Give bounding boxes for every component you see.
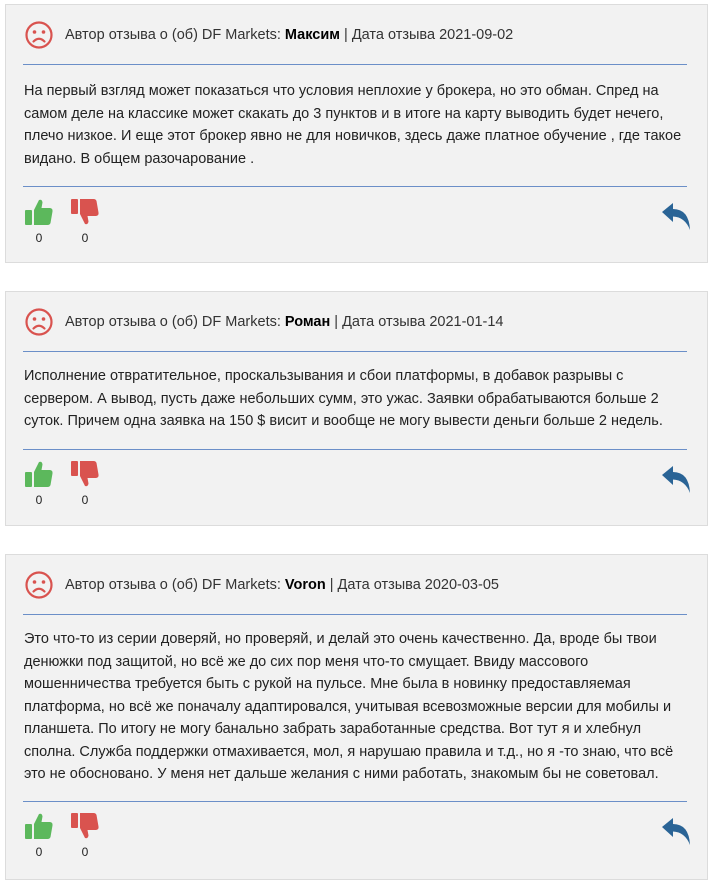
review-author[interactable]: Максим <box>284 26 341 43</box>
review-header <box>23 292 687 352</box>
reply-icon[interactable] <box>659 464 693 496</box>
review-text: На первый взгляд может показаться что условия неплохие у брокера, но это обман. Спред на самом деле на классике может скакать до 3 пунктов и в итоге на карту выводить будет нечего, плечо низкое. И еще этот брокер явно не для новичков, здесь даже платное обучение , где такое видано. В общем разочарование . <box>24 83 682 167</box>
divider <box>23 186 687 187</box>
review-header <box>23 555 687 615</box>
like-count: 0 <box>35 845 43 859</box>
review-card <box>5 291 708 526</box>
thumbs-down-icon[interactable] <box>69 197 101 227</box>
review-prefix: Автор отзыва о (об) DF Markets: <box>65 576 285 593</box>
review-author[interactable]: Voron <box>284 576 326 593</box>
dislike-button[interactable] <box>69 811 101 859</box>
like-button[interactable] <box>23 197 55 245</box>
review-date: | Дата отзыва 2021-01-14 <box>330 313 504 330</box>
like-button[interactable] <box>23 459 55 507</box>
review-prefix: Автор отзыва о (об) DF Markets: <box>65 313 285 330</box>
like-button[interactable] <box>23 811 55 859</box>
review-meta <box>65 27 513 43</box>
review-card <box>5 554 708 880</box>
review-date: | Дата отзыва 2020-03-05 <box>325 576 499 593</box>
dislike-count: 0 <box>81 493 89 507</box>
like-count: 0 <box>35 493 43 507</box>
thumbs-down-icon[interactable] <box>69 459 101 489</box>
review-prefix: Автор отзыва о (об) DF Markets: <box>65 26 285 43</box>
review-meta <box>65 577 499 593</box>
dislike-button[interactable] <box>69 459 101 507</box>
review-text: Исполнение отвратительное, проскальзывания и сбои платформы, в добавок разрывы с сервером. А вывод, пусть даже небольших сумм, это ужас. Заявки обрабатываются больше 2 суток. Причем одна заявка на 150 $ висит и вообще не могу вывести деньги больше 2 недель. <box>24 368 663 429</box>
sad-face-icon <box>25 21 53 49</box>
review-text: Это что-то из серии доверяй, но проверяй, и делай это очень качественно. Да, вроде бы твои денюжки под защитой, но всё же до сих пор меня что-то смущает. Ввиду массового мошенничества требуется быть с рукой на пульсе. Мне была в новинку предоставляемая платформа, но всё же поначалу адаптировался, учитывая всевозможные версии для мобилы и планшета. По итогу не могу банально забрать заработанные средства. Вот тут я и хлебнул сполна. Служба поддержки отмахивается, мол, я нарушаю правила и т.д., но я -то знаю, что всё это не обосновано. У меня нет дальше желания с ними работать, знакомым бы не советовал. <box>24 631 674 782</box>
dislike-button[interactable] <box>69 197 101 245</box>
review-card <box>5 4 708 263</box>
thumbs-down-icon[interactable] <box>69 811 101 841</box>
reply-icon[interactable] <box>659 201 693 233</box>
dislike-count: 0 <box>81 231 89 245</box>
thumbs-up-icon[interactable] <box>23 811 55 841</box>
like-count: 0 <box>35 231 43 245</box>
review-meta <box>65 314 504 330</box>
review-author[interactable]: Роман <box>284 313 331 330</box>
divider <box>23 801 687 802</box>
divider <box>23 449 687 450</box>
thumbs-up-icon[interactable] <box>23 459 55 489</box>
thumbs-up-icon[interactable] <box>23 197 55 227</box>
review-date: | Дата отзыва 2021-09-02 <box>340 26 514 43</box>
review-header <box>23 5 687 65</box>
sad-face-icon <box>25 308 53 336</box>
dislike-count: 0 <box>81 845 89 859</box>
sad-face-icon <box>25 571 53 599</box>
reply-icon[interactable] <box>659 816 693 848</box>
